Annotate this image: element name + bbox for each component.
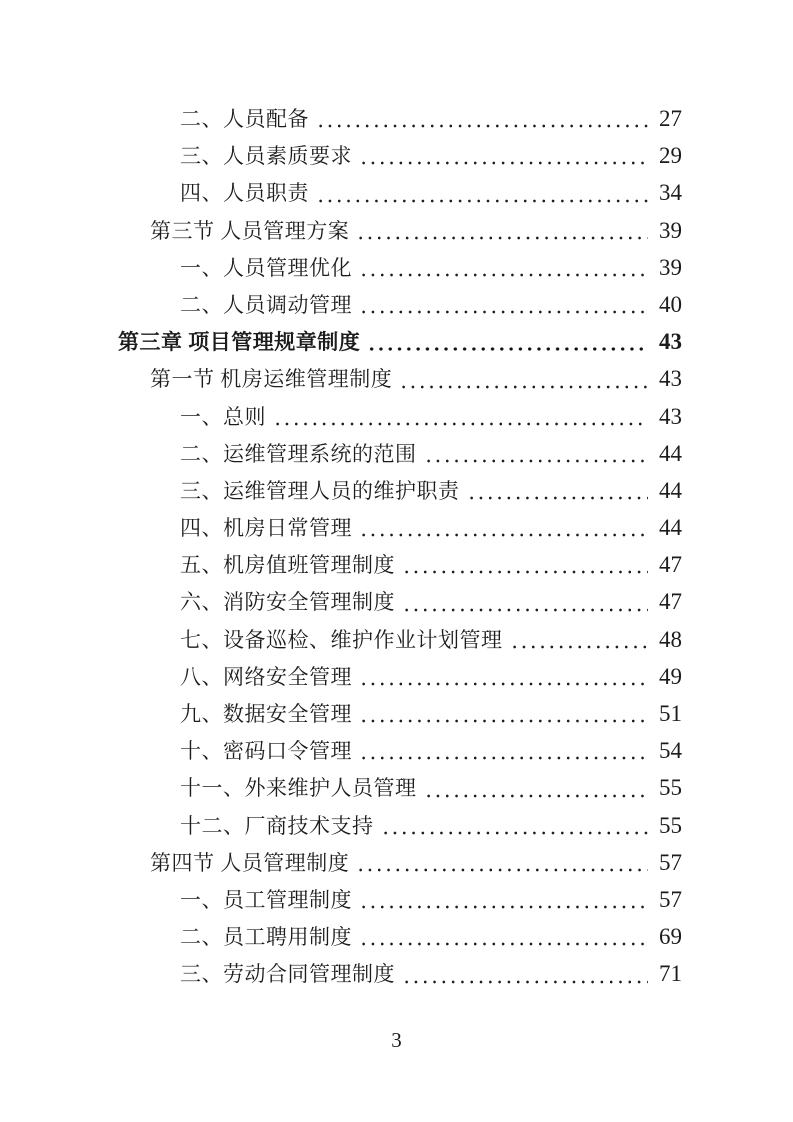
toc-leader-dots — [402, 546, 648, 583]
toc-entry[interactable] — [118, 472, 682, 509]
toc-leader-dots — [367, 323, 648, 360]
toc-entry-page: 47 — [659, 552, 682, 578]
toc-leader-dots — [359, 695, 648, 732]
toc-entry-label: 四、机房日常管理 — [180, 516, 352, 541]
toc-entry-page: 43 — [659, 403, 682, 429]
toc-entry-label: 五、机房值班管理制度 — [180, 553, 395, 578]
toc-entry-label: 十一、外来维护人员管理 — [180, 776, 417, 801]
toc-entry-label: 四、人员职责 — [180, 181, 309, 206]
toc-leader-dots — [359, 732, 648, 769]
toc-entry-page: 43 — [659, 366, 682, 392]
toc-leader-dots — [402, 955, 648, 992]
toc-leader-dots — [510, 621, 649, 658]
toc-entry-label: 一、人员管理优化 — [180, 255, 352, 280]
toc-leader-dots — [359, 881, 648, 918]
toc-leader-dots — [359, 137, 648, 174]
toc-leader-dots — [381, 807, 649, 844]
toc-entry[interactable] — [118, 658, 682, 695]
toc-leader-dots — [316, 174, 648, 211]
toc-leader-dots — [273, 398, 648, 435]
toc-leader-dots — [359, 918, 648, 955]
toc-entry[interactable] — [118, 137, 682, 174]
toc-entry-page: 39 — [659, 254, 682, 280]
toc-entry-page: 40 — [659, 291, 682, 317]
toc-entry-page: 71 — [659, 961, 682, 987]
toc-entry-label: 二、员工聘用制度 — [180, 925, 352, 950]
toc-entry-label: 一、员工管理制度 — [180, 887, 352, 912]
toc-entry[interactable] — [118, 398, 682, 435]
toc-entry[interactable] — [118, 955, 682, 992]
toc-entry-page: 44 — [659, 440, 682, 466]
toc-entry[interactable] — [118, 918, 682, 955]
toc-entry-label: 二、人员配备 — [180, 107, 309, 131]
toc-leader-dots — [316, 100, 648, 137]
toc-entry-label: 三、人员素质要求 — [180, 144, 352, 169]
toc-entry[interactable] — [118, 769, 682, 806]
toc-entry[interactable] — [118, 881, 682, 918]
toc-list — [118, 100, 682, 993]
toc-entry-label: 第三节 人员管理方案 — [150, 218, 350, 243]
toc-entry[interactable] — [118, 583, 682, 620]
toc-entry-label: 十、密码口令管理 — [180, 739, 352, 764]
toc-entry-label: 二、人员调动管理 — [180, 292, 352, 317]
toc-entry-page: 47 — [659, 589, 682, 615]
toc-entry-page: 48 — [659, 626, 682, 652]
toc-entry-label: 第一节 机房运维管理制度 — [150, 367, 393, 392]
toc-entry-page: 39 — [659, 217, 682, 243]
toc-leader-dots — [424, 435, 649, 472]
toc-entry-page: 69 — [659, 924, 682, 950]
toc-entry-page: 27 — [659, 106, 682, 131]
toc-entry[interactable] — [118, 435, 682, 472]
toc-entry[interactable] — [118, 732, 682, 769]
toc-entry-label: 二、运维管理系统的范围 — [180, 441, 417, 466]
toc-entry-label: 一、总则 — [180, 404, 266, 429]
toc-entry-page: 55 — [659, 775, 682, 801]
toc-entry-page: 29 — [659, 143, 682, 169]
toc-entry-label: 第四节 人员管理制度 — [150, 850, 350, 875]
toc-leader-dots — [359, 658, 648, 695]
toc-entry-page: 57 — [659, 886, 682, 912]
toc-leader-dots — [467, 472, 649, 509]
toc-leader-dots — [402, 583, 648, 620]
toc-entry-page: 54 — [659, 738, 682, 764]
toc-entry[interactable] — [118, 509, 682, 546]
toc-entry[interactable] — [118, 695, 682, 732]
toc-entry[interactable] — [118, 286, 682, 323]
toc-entry-page: 49 — [659, 663, 682, 689]
toc-entry-label: 八、网络安全管理 — [180, 664, 352, 689]
toc-entry[interactable] — [118, 807, 682, 844]
toc-entry-page: 43 — [659, 329, 682, 355]
toc-entry-label: 七、设备巡检、维护作业计划管理 — [180, 627, 503, 652]
toc-entry-label: 九、数据安全管理 — [180, 702, 352, 726]
toc-entry-label: 三、运维管理人员的维护职责 — [180, 478, 460, 503]
toc-entry-page: 34 — [659, 180, 682, 206]
toc-entry-label: 第三章 项目管理规章制度 — [118, 330, 361, 355]
toc-entry-page: 55 — [659, 812, 682, 838]
toc-entry-label: 三、劳动合同管理制度 — [180, 962, 395, 987]
toc-entry[interactable] — [118, 360, 682, 397]
toc-entry[interactable] — [118, 100, 682, 137]
toc-entry[interactable] — [118, 174, 682, 211]
toc-entry[interactable] — [118, 621, 682, 658]
toc-entry[interactable] — [118, 844, 682, 881]
toc-entry-label: 十二、厂商技术支持 — [180, 813, 374, 838]
footer-page-number: 3 — [391, 1028, 402, 1052]
toc-entry[interactable] — [118, 249, 682, 286]
toc-leader-dots — [359, 286, 648, 323]
toc-entry-page: 57 — [659, 849, 682, 875]
toc-leader-dots — [424, 769, 649, 806]
toc-entry-page: 44 — [659, 515, 682, 541]
toc-entry-page: 44 — [659, 477, 682, 503]
toc-entry-label: 六、消防安全管理制度 — [180, 590, 395, 615]
toc-leader-dots — [399, 360, 648, 397]
toc-entry-page: 51 — [659, 701, 682, 726]
toc-entry[interactable] — [118, 212, 682, 249]
toc-leader-dots — [359, 509, 648, 546]
toc-leader-dots — [356, 844, 648, 881]
toc-leader-dots — [359, 249, 648, 286]
toc-entry[interactable] — [118, 323, 682, 360]
toc-leader-dots — [356, 212, 648, 249]
toc-entry[interactable] — [118, 546, 682, 583]
